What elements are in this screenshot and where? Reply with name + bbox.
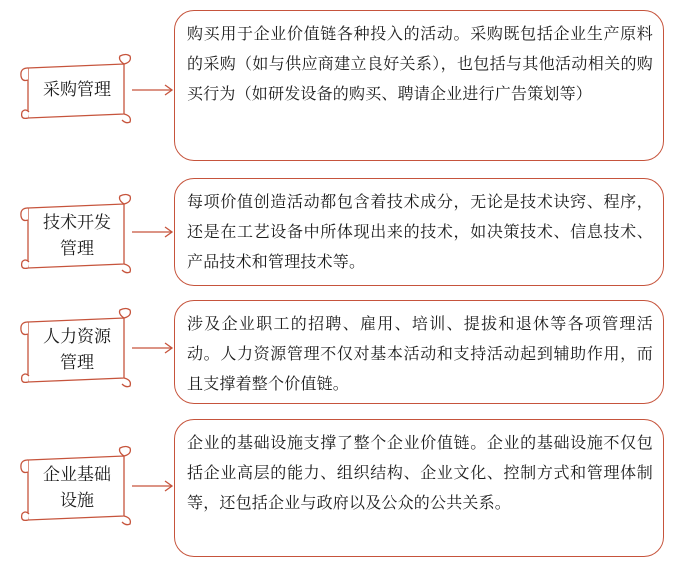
- arrow-icon: [132, 226, 174, 238]
- scroll-label-procurement: [16, 58, 134, 120]
- arrow-icon: [132, 480, 174, 492]
- scroll-label-technology: [16, 198, 134, 270]
- scroll-label-infrastructure: [16, 450, 134, 522]
- scroll-label-hr: [16, 312, 134, 384]
- scroll-label-text: 采购管理: [43, 80, 111, 100]
- description-box-hr: 涉及企业职工的招聘、雇用、培训、提拔和退休等各项管理活动。人力资源管理不仅对基本活动和支持活动起到辅助作用，而且支撑着整个价值链。: [174, 300, 664, 404]
- description-box-infrastructure: 企业的基础设施支撑了整个企业价值链。企业的基础设施不仅包括企业高层的能力、组织结构、企业文化、控制方式和管理体制等，还包括企业与政府以及公众的公共关系。: [174, 419, 664, 557]
- description-box-technology: 每项价值创造活动都包含着技术成分，无论是技术诀窍、程序，还是在工艺设备中所体现出来的技术，如决策技术、信息技术、产品技术和管理技术等。: [174, 178, 664, 286]
- description-box-procurement: 购买用于企业价值链各种投入的活动。采购既包括企业生产原料的采购（如与供应商建立良好关系），也包括与其他活动相关的购买行为（如研发设备的购买、聘请企业进行广告策划等）: [174, 10, 664, 161]
- arrow-icon: [132, 84, 174, 96]
- scroll-label-text: 企业基础设施: [43, 465, 111, 511]
- arrow-icon: [132, 342, 174, 354]
- scroll-label-text: 人力资源管理: [43, 327, 111, 373]
- scroll-label-text: 技术开发管理: [43, 213, 111, 259]
